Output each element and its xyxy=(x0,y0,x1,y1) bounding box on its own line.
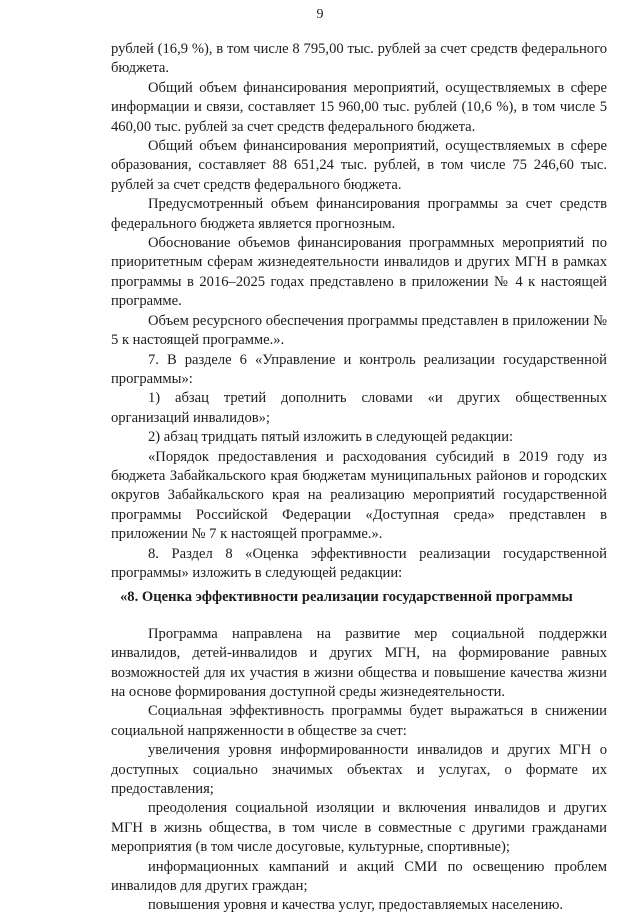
paragraph: 7. В разделе 6 «Управление и контроль реализации государственной программы»: xyxy=(111,351,607,387)
section-heading: «8. Оценка эффективности реализации государственной программы xyxy=(120,589,573,606)
paragraph: Объем ресурсного обеспечения программы представлен в приложении № 5 к настоящей программе.». xyxy=(111,312,607,349)
paragraph: преодоления социальной изоляции и включения инвалидов и других МГН в жизнь общества, в том числе в совместные с другими гражданами мероприятия (в том числе досуговые, культурные, спортивные); xyxy=(111,800,607,856)
paragraph: Предусмотренный объем финансирования программы за счет средств федерального бюджета является прогнозным. xyxy=(111,196,607,232)
paragraph: 8. Раздел 8 «Оценка эффективности реализации государственной программы» изложить в следующей редакции: xyxy=(111,545,607,581)
paragraph: «Порядок предоставления и расходования субсидий в 2019 году из бюджета Забайкальского края бюджетам муниципальных районов и городских округов Забайкальского края на реализацию мероприятий государственной программы Российской Федерации «Доступная среда» представлен в приложении № 7 к настоящей программе.». xyxy=(111,448,607,543)
paragraph: Социальная эффективность программы будет выражаться в снижении социальной напряженности в обществе за счет: xyxy=(111,703,607,739)
paragraph: повышения уровня и качества услуг, предоставляемых населению. xyxy=(148,897,564,914)
paragraph: Программа направлена на развитие мер социальной поддержки инвалидов, детей-инвалидов и других МГН, на формирование равных возможностей для их участия в жизни общества и повышение качества жизни на основе формирования доступной среды жизнедеятельности. xyxy=(111,625,607,700)
paragraph: увеличения уровня информированности инвалидов и других МГН о доступных социально значимых объектах и услугах, о формате их предоставления; xyxy=(111,742,607,798)
paragraph: 2) абзац тридцать пятый изложить в следующей редакции: xyxy=(148,429,514,446)
document-body xyxy=(111,40,607,916)
paragraph: Общий объем финансирования мероприятий, осуществляемых в сфере информации и связи, составляет 15 960,00 тыс. рублей (10,6 %), в том числе 5 460,00 тыс. рублей за счет средств федерального бюджета. xyxy=(111,79,607,135)
paragraph: рублей (16,9 %), в том числе 8 795,00 тыс. рублей за счет средств федерального бюджета. xyxy=(111,41,607,77)
paragraph: информационных кампаний и акций СМИ по освещению проблем инвалидов для других граждан; xyxy=(111,858,607,895)
spacer xyxy=(111,608,607,625)
page-number: 9 xyxy=(316,7,324,22)
paragraph: Обоснование объемов финансирования программных мероприятий по приоритетным сферам жизнедеятельности инвалидов и других МГН в рамках программы в 2016–2025 годах представлено в приложении № 4 к настоящей программе. xyxy=(111,235,607,310)
paragraph: Общий объем финансирования мероприятий, осуществляемых в сфере образования, составляет 88 651,24 тыс. рублей, в том числе 75 246,60 тыс. рублей за счет средств федерального бюджета. xyxy=(111,138,607,193)
paragraph: 1) абзац третий дополнить словами «и других общественных организаций инвалидов»; xyxy=(111,390,607,426)
